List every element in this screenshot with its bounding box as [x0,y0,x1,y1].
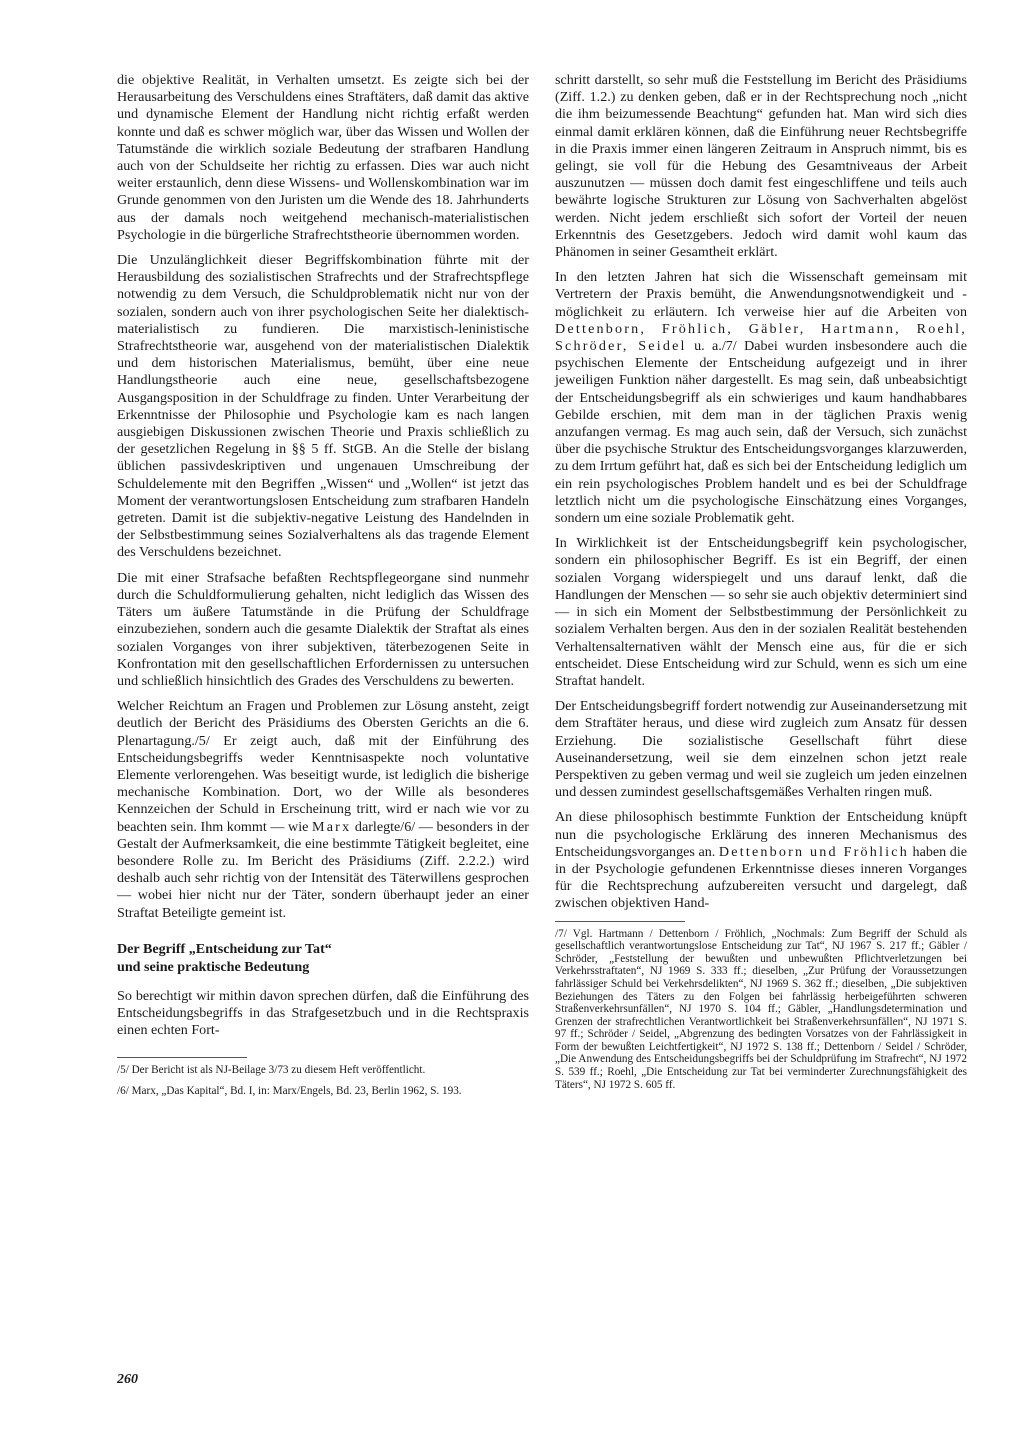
footnotes [117,1057,529,1097]
paragraph: So berechtigt wir mithin davon sprechen dürfen, daß die Einführung des Entscheidungsbegriffs in das Strafgesetzbuch und in die Rechtspraxis einen echten Fort- [117,987,529,1039]
footnote-6: /6/ Marx, „Das Kapital“, Bd. I, in: Marx/Engels, Bd. 23, Berlin 1962, S. 193. [117,1084,462,1097]
paragraph-text: An diese philosophisch bestimmte Funktion der Entscheidung knüpft nun die psychologische Erklärung des inneren Mechanismus des Entscheidungsvorganges an. [555,809,967,860]
footnote-rule [117,1057,247,1058]
paragraph: In Wirklichkeit ist der Entscheidungsbegriff kein psychologischer, sondern ein philosophischer Begriff. Es ist ein Begriff, der einen sozialen Vorgang widerspiegelt und uns darauf lenkt, daß die Handlungen der Menschen — so sehr sie auch objektiv determiniert sind — in sich ein Moment der Selbstbestimmung der Persönlichkeit zu sozialem Verhalten bergen. Aus den in der sozialen Realität bestehenden Verhaltensalternativen wählt der Mensch eine aus, für die er sich entscheidet. Diese Entscheidung wird zur Schuld, wenn es sich um eine Straftat handelt. [555,535,967,689]
section-heading-line: Der Begriff „Entscheidung zur Tat“ [117,940,332,957]
author-names: Dettenborn, Fröhlich, Gäbler, Hartmann, Roehl, Schröder, Seidel [555,320,967,355]
paragraph [117,698,529,922]
right-column [555,72,967,1099]
left-column [117,72,529,1106]
page-number: 260 [117,1372,138,1387]
paragraph [555,269,967,527]
paragraph: die objektive Realität, in Verhalten umsetzt. Es zeigte sich bei der Herausarbeitung des Verschuldens eines Straftäters, daß damit das aktive und dynamische Element der Handlung nicht richtig erfaßt werden konnte und daß es schwer möglich war, über das Wissen und Wollen der Tatumstände die wirklich soziale Bedeutung der strafbaren Handlung auch von der Schuldseite her richtig zu erfassen. Dies war auch nicht weiter erstaunlich, denn diese Wissens- und Wollenskombination war im Grunde genommen von den Juristen um die Wende des 18. Jahrhunderts aus der damals noch weitgehend mechanisch-materialistischen Psychologie in die bürgerliche Strafrechtstheorie übernommen worden. [117,72,529,243]
section-heading-line: und seine praktische Bedeutung [117,958,310,975]
footnotes [555,921,967,1092]
paragraph-text: darlegte/6/ — besonders in der Gestalt der Aufmerksamkeit, die eine bestimmte Tätigkeit begleitet, eine besondere Rolle zu. Im Bericht des Präsidiums (Ziff. 2.2.2.) wird deshalb auch sehr richtig von der Intensität des Täterwillens gesprochen — wobei hier nicht nur der Täter, sondern überhaupt jeder an einer Straftat Beteiligte gemeint ist. [117,818,529,921]
paragraph [555,809,967,912]
paragraph-text: haben die in der Psychologie gefundenen Erkenntnisse dieses inneren Vorganges für die Rechtsprechung aufzubereiten versucht und dargelegt, daß zwischen objektiven Hand- [555,843,967,912]
paragraph-text: Welcher Reichtum an Fragen und Problemen zur Lösung ansteht, zeigt deutlich der Bericht des Präsidiums des Obersten Gerichts an die 6. Plenartagung./5/ Er zeigt auch, daß mit der Einführung des Entscheidungsbegriffs weder Kenntnisaspekte noch voluntative Elemente verlorengehen. Was beseitigt wurde, ist lediglich die bisherige mechanische Kombination. Dort, wo der Wille als besonderes Kennzeichen der Schuld in Erscheinung tritt, wird er nach wie vor zu beachten sein. Ihm kommt — wie [117,698,529,835]
footnote-5: /5/ Der Bericht ist als NJ-Beilage 3/73 zu diesem Heft veröffentlicht. [117,1064,426,1077]
paragraph: Die mit einer Strafsache befaßten Rechtspflegeorgane sind nunmehr durch die Schuldformulierung gehalten, nicht lediglich das Wissen des Täters um äußere Tatumstände in die Prüfung der Schuldfrage einzubeziehen, sondern auch die gesamte Dialektik der Straftat als eines sozialen Vorganges von ihrer subjektiven, täterbezogenen Seite in Konfrontation mit den gesellschaftlichen Erfordernissen zu untersuchen und schließlich hinsichtlich des Grades des Verschuldens zu bewerten. [117,569,529,689]
author-names: Dettenborn und Fröhlich [718,843,909,860]
paragraph: schritt darstellt, so sehr muß die Feststellung im Bericht des Präsidiums (Ziff. 1.2.) zu denken geben, daß er in der Rechtsprechung noch „nicht die ihm beizumessende Beachtung“ gefunden hat. Man wird sich dies einmal damit erklären können, daß die Einführung neuer Rechtsbegriffe in die Praxis immer einen längeren Zeitraum in Anspruch nimmt, bis es gelingt, sie voll für die Hebung des Gesamtniveaus der Arbeit auszunutzen — müssen doch damit fest eingeschliffene und teils auch bewährte logische Strukturen zur Lösung von Sachverhalten abgelöst werden. Nicht jedem erschließt sich sofort der Vorteil der neuen Erkenntnis des Gesetzgebers. Jedoch wird damit wohl kaum das Phänomen in seiner Gesamtheit erklärt. [555,72,967,261]
paragraph: Die Unzulänglichkeit dieser Begriffskombination führte mit der Herausbildung des sozialistischen Strafrechts und der Strafrechtspflege notwendig zu dem Versuch, die Schuldproblematik nicht nur von der sozialen, sondern auch von ihrer psychologischen Seite her dialektisch-materialistisch zu fundieren. Die marxistisch-leninistische Strafrechtstheorie war, ausgehend von der materialistischen Dialektik und dem historischen Materialismus, bemüht, über eine neue Handlungstheorie auch eine neue, gesellschaftsbezogene Ausgangsposition in der Schuldfrage zu finden. Unter Verarbeitung der Erkenntnisse der Philosophie und Psychologie kam es nach langen ausgiebigen Diskussionen zwischen Theorie und Praxis schließlich zu der gesetzlichen Regelung in §§ 5 ff. StGB. An die Stelle der bislang üblichen passivdeskriptiven und ungenauen Umschreibung der Schuldelemente mit den Begriffen „Wissen“ und „Wollen“ ist jetzt das Moment der verantwortungslosen Entscheidung zum strafbaren Handeln getreten. Damit ist die subjektiv-negative Leistung des Handelnden in der Selbstbestimmung seines Sozialverhaltens als das tragende Element des Verschuldens bezeichnet. [117,252,529,561]
author-name: Marx [312,818,352,835]
paragraph: Der Entscheidungsbegriff fordert notwendig zur Auseinandersetzung mit dem Straftäter heraus, und diese wird zugleich zum Ansatz für dessen Erziehung. Die sozialistische Gesellschaft führt diese Auseinandersetzung, weil sie dem einzelnen schon jetzt reale Perspektiven zu geben vermag und weil sie zugleich um jeden einzelnen und dessen zumindest gesellschaftsgemäßes Verhalten ringen muß. [555,698,967,801]
footnote-7: /7/ Vgl. Hartmann / Dettenborn / Fröhlich, „Nochmals: Zum Begriff der Schuld als gesellschaftlich verantwortungslose Entscheidung zur Tat“, NJ 1967 S. 217 ff.; Gäbler / Schröder, „Feststellung der bewußten und unbewußten Pflichtverletzungen bei Verkehrsstraftaten“, NJ 1969 S. 333 ff.; dieselben, „Zur Prüfung der Voraussetzungen fahrlässiger Schuld bei Verkehrsdelikten“, NJ 1969 S. 362 ff.; dieselben, „Die subjektiven Beziehungen des Täters zu den Folgen bei fahrlässig herbeigeführten schweren Straßenverkehrsunfällen“, NJ 1970 S. 104 ff.; Gäbler, „Handlungsdetermination und Grenzen der strafrechtlichen Verantwortlichkeit bei Straßenverkehrsunfällen“, NJ 1971 S. 97 ff.; Schröder / Seidel, „Abgrenzung des bedingten Vorsatzes von der Fahrlässigkeit in Form der bewußten Leichtfertigkeit“, NJ 1972 S. 138 ff.; Dettenborn / Seidel / Schröder, „Die Anwendung des Entscheidungsbegriffs bei der Schuldprüfung im Strafrecht“, NJ 1972 S. 539 ff.; Roehl, „Die Entscheidung zur Tat bei verminderter Zurechnungsfähigkeit des Täters“, NJ 1972 S. 605 ff. [555,927,967,1091]
section-heading [117,940,529,976]
footnote-rule [555,921,685,922]
paragraph-text: In den letzten Jahren hat sich die Wissenschaft gemeinsam mit Vertretern der Praxis bemüht, die Anwendungsnotwendigkeit und -möglichkeit zu erläutern. Ich verweise hier auf die Arbeiten von [555,269,967,320]
paragraph-text: u. a./7/ Dabei wurden insbesondere auch die psychischen Elemente der Entscheidung aufgezeigt und in ihrer jeweiligen Funktion näher dargestellt. Es mag sein, daß unbeabsichtigt der Entscheidungsbegriff als ein schwieriges und kaum handhabbares Gebilde erschien, mit dem man in der täglichen Praxis wenig anzufangen vermag. Es mag auch sein, daß der Versuch, sich zunächst über die psychische Struktur des Entscheidungsvorganges klarzuwerden, zu dem Irrtum geführt hat, daß es sich bei der Entscheidung lediglich um ein rein psychologisches Problem handelt und es bei der Schuldfrage letztlich nicht um die psychologische Einschätzung eines Vorganges, sondern um eine soziale Problematik geht. [555,338,967,527]
